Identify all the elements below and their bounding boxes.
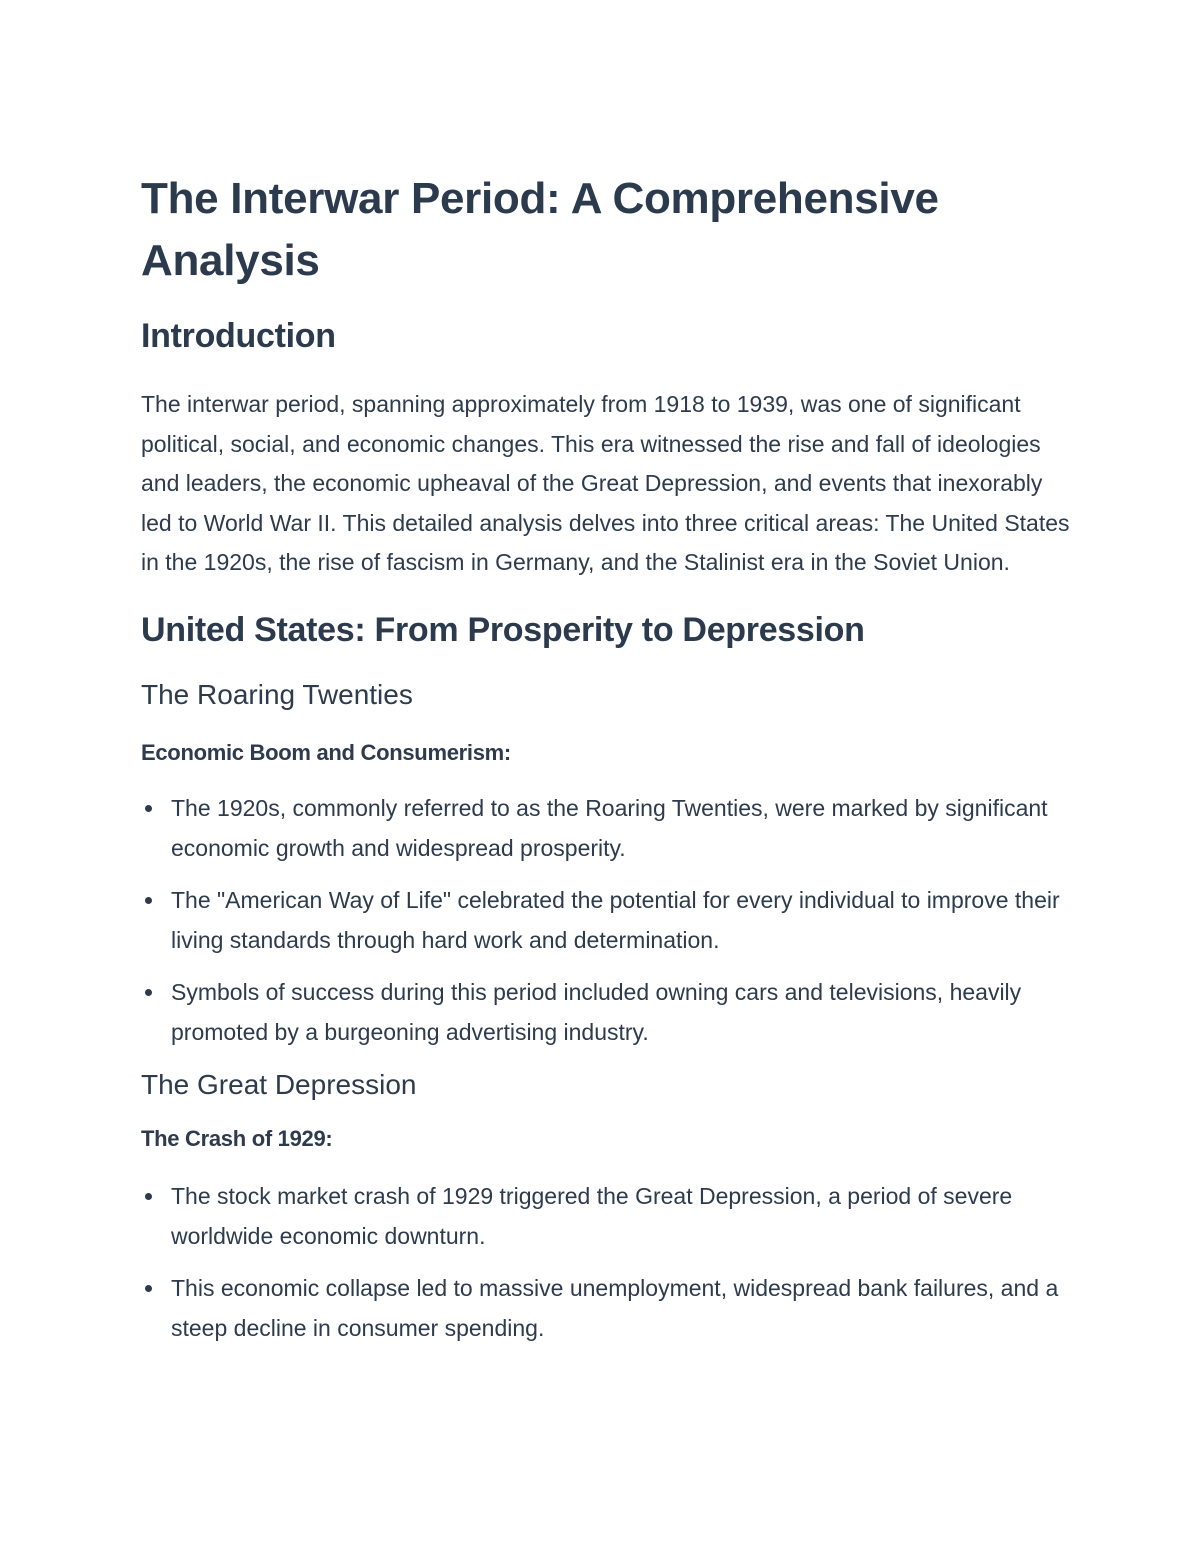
great-depression-heading: The Great Depression	[141, 1068, 417, 1100]
document-title: The Interwar Period: A Comprehensive Analysis	[141, 174, 939, 285]
introduction-paragraph: The interwar period, spanning approximately from 1918 to 1939, was one of significant political, social, and economic changes. This era witnessed the rise and fall of ideologies and leaders, the economic upheaval of the Great Depression, and events that inexorably led to World War II. This detailed analysis delves into three critical areas: The United States in the 1920s, the rise of fascism in Germany, and the Stalinist era in the Soviet Union.	[141, 391, 1070, 575]
document-page	[141, 168, 1071, 1348]
list-item: The 1920s, commonly referred to as the Roaring Twenties, were marked by significant economic growth and widespread prosperity.	[141, 788, 1071, 868]
roaring-twenties-heading: The Roaring Twenties	[141, 678, 413, 710]
crash-of-1929-list	[141, 1176, 1071, 1348]
economic-boom-list	[141, 788, 1071, 1052]
introduction-heading: Introduction	[141, 317, 336, 355]
crash-of-1929-subheading: The Crash of 1929:	[141, 1125, 333, 1151]
list-item: This economic collapse led to massive unemployment, widespread bank failures, and a steep decline in consumer spending.	[141, 1268, 1071, 1348]
economic-boom-subheading: Economic Boom and Consumerism:	[141, 739, 511, 765]
list-item: The stock market crash of 1929 triggered the Great Depression, a period of severe worldwide economic downturn.	[141, 1176, 1071, 1256]
list-item: The "American Way of Life" celebrated the potential for every individual to improve their living standards through hard work and determination.	[141, 880, 1071, 960]
list-item: Symbols of success during this period included owning cars and televisions, heavily promoted by a burgeoning advertising industry.	[141, 972, 1071, 1052]
united-states-heading: United States: From Prosperity to Depression	[141, 610, 865, 649]
